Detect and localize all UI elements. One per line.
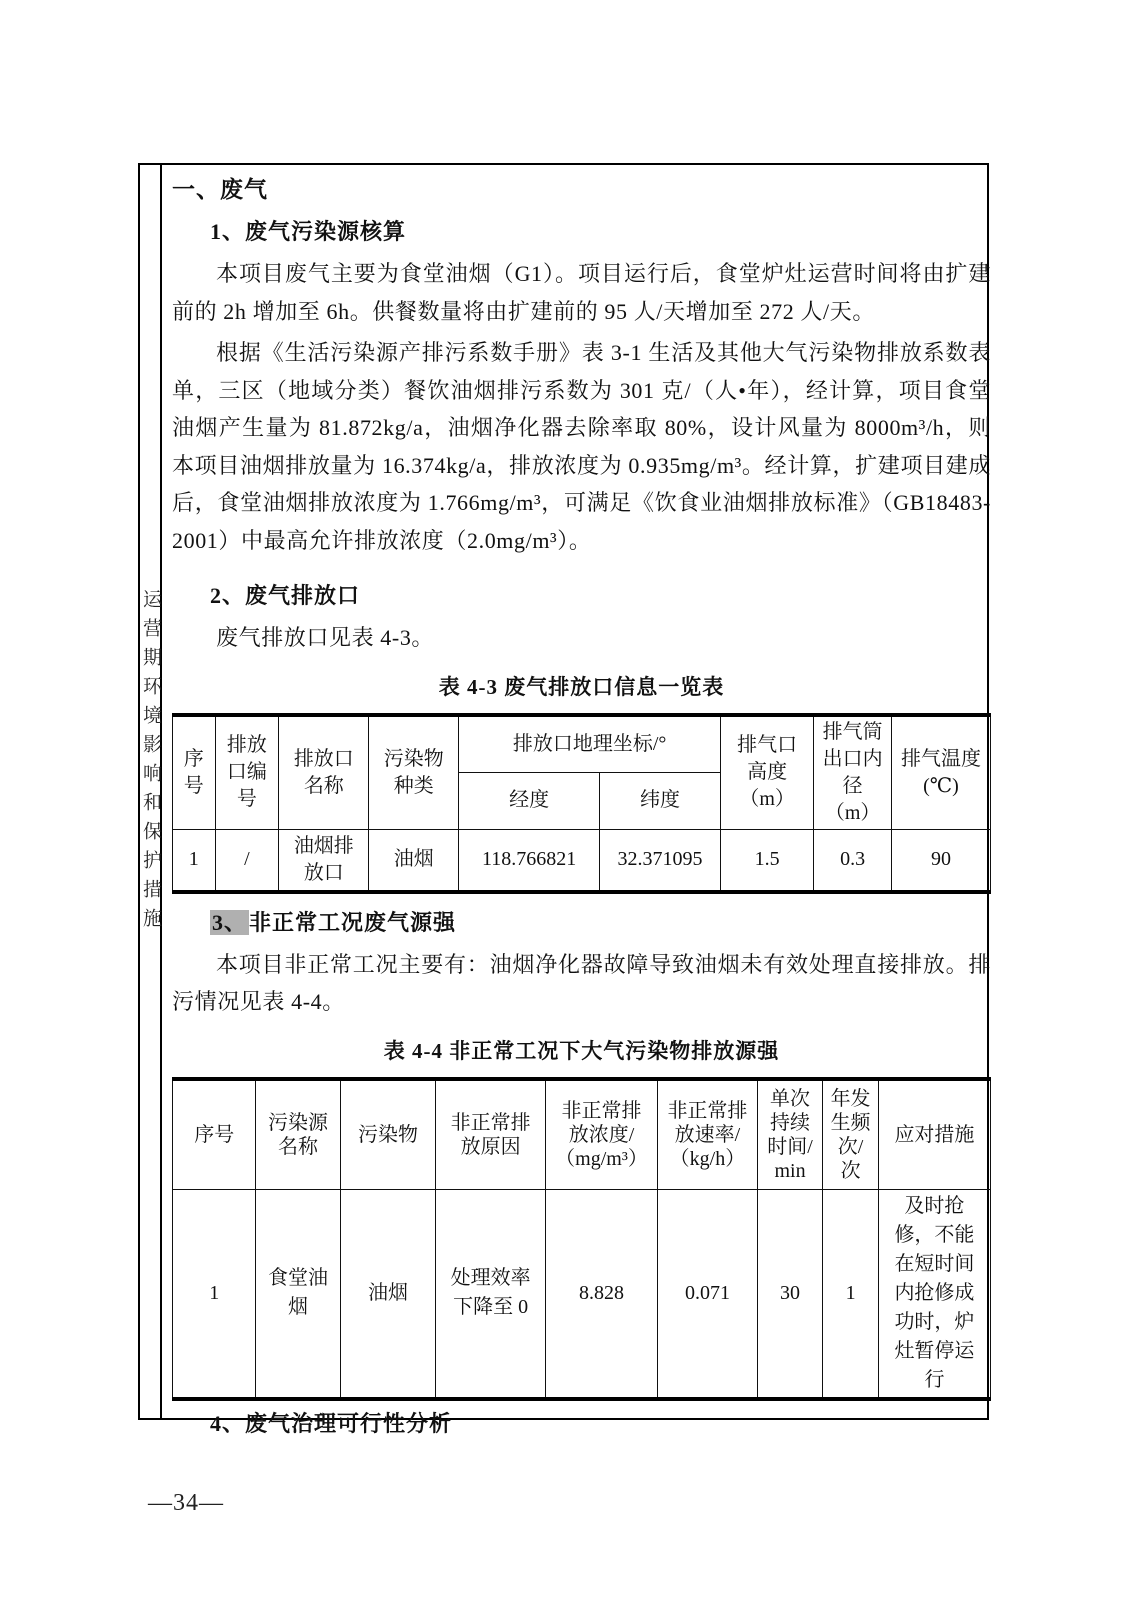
t44-header-rate: 非正常排放速率/（kg/h） [658, 1079, 758, 1190]
t44-header-pollutant: 污染物 [340, 1079, 436, 1190]
table-4-4 [172, 1077, 991, 1401]
t44-header-source: 污染源名称 [256, 1079, 340, 1190]
t43-cell-height: 1.5 [721, 829, 814, 892]
t44-cell-frequency: 1 [823, 1189, 879, 1399]
content-cell [162, 165, 1001, 1436]
paragraph-3: 废气排放口见表 4-3。 [216, 625, 435, 650]
t43-cell-outlet-no: / [215, 829, 279, 892]
table-4-3 [172, 713, 991, 894]
subheading-2-outlet: 2、废气排放口 [210, 583, 361, 608]
t44-cell-duration: 30 [757, 1189, 822, 1399]
t43-header-outlet-no: 排放口编号 [215, 715, 279, 830]
doc-border-box [138, 163, 991, 1436]
t44-cell-source: 食堂油烟 [256, 1189, 340, 1399]
table-4-4-header-row [173, 1079, 991, 1190]
t44-header-frequency: 年发生频次/次 [823, 1079, 879, 1190]
t43-header-outlet-name: 排放口名称 [279, 715, 369, 830]
t43-header-height: 排气口高度（m） [721, 715, 814, 830]
subheading-3-text: 非正常工况废气源强 [249, 909, 457, 935]
t43-header-longitude: 经度 [459, 773, 600, 829]
t43-header-diameter: 排气筒出口内径（m） [814, 715, 892, 830]
t43-header-latitude: 纬度 [599, 773, 720, 829]
t43-cell-latitude: 32.371095 [599, 829, 720, 892]
table-4-3-data-row [173, 829, 991, 892]
t44-cell-rate: 0.071 [658, 1189, 758, 1399]
t44-header-reason: 非正常排放原因 [436, 1079, 546, 1190]
t43-header-pollutant-type: 污染物种类 [369, 715, 459, 830]
t44-cell-seq: 1 [173, 1189, 256, 1399]
t44-cell-concentration: 8.828 [545, 1189, 657, 1399]
t43-header-coords: 排放口地理坐标/° [459, 715, 721, 773]
table-4-4-data-row [173, 1189, 991, 1399]
subheading-3-abnormal [210, 908, 991, 938]
t43-cell-outlet-name: 油烟排放口 [279, 829, 369, 892]
t44-header-seq: 序号 [173, 1079, 256, 1190]
paragraph-4: 本项目非正常工况主要有：油烟净化器故障导致油烟未有效处理直接排放。排污情况见表 4-4。 [172, 951, 991, 1014]
subheading-1-pollution-source: 1、废气污染源核算 [210, 219, 407, 244]
t43-cell-seq: 1 [173, 829, 216, 892]
t44-cell-measure: 及时抢修，不能在短时间内抢修成功时，炉灶暂停运行 [878, 1189, 990, 1399]
t43-cell-pollutant: 油烟 [369, 829, 459, 892]
t43-cell-diameter: 0.3 [814, 829, 892, 892]
t43-cell-longitude: 118.766821 [459, 829, 600, 892]
table-4-4-caption: 表 4-4 非正常工况下大气污染物排放源强 [383, 1038, 780, 1063]
t43-header-temp: 排气温度(℃) [891, 715, 990, 830]
table-4-3-caption: 表 4-3 废气排放口信息一览表 [438, 674, 725, 699]
t43-cell-temp: 90 [891, 829, 990, 892]
t44-header-measure: 应对措施 [878, 1079, 990, 1190]
subheading-4-feasibility: 4、废气治理可行性分析 [210, 1410, 453, 1436]
highlighted-number-3: 3、 [212, 909, 248, 935]
t44-header-duration: 单次持续时间/min [757, 1079, 822, 1190]
t43-header-seq: 序号 [173, 715, 216, 830]
table-4-3-header-row-1 [173, 715, 991, 773]
t44-cell-pollutant: 油烟 [340, 1189, 436, 1399]
sidebar-vertical-label: 运营期环境影响和保护措施 [140, 589, 161, 937]
paragraph-2: 根据《生活污染源产排污系数手册》表 3-1 生活及其他大气污染物排放系数表单，三区（地域分类）餐饮油烟排污系数为 301 克/（人•年），经计算，项目食堂油烟产生量为 81.872kg/a，油烟净化器去除率取 80%，设计风量为 8000m³/h，则本项目油烟排放量为 16.374kg/a，排放浓度为 0.935mg/m³。经计算，扩建项目建成后，食堂油烟排放浓度为 1.766mg/m³，可满足《饮食业油烟排放标准》（GB18483-2001）中最高允许排放浓度（2.0mg/m³）。 [172, 340, 991, 553]
paragraph-1: 本项目废气主要为食堂油烟（G1）。项目运行后，食堂炉灶运营时间将由扩建前的 2h 增加至 6h。供餐数量将由扩建前的 95 人/天增加至 272 人/天。 [172, 261, 991, 324]
sidebar-cell [140, 165, 162, 1418]
t44-header-concentration: 非正常排放浓度/（mg/m³） [545, 1079, 657, 1190]
section-heading-waste-gas: 一、废气 [172, 177, 268, 202]
t44-cell-reason: 处理效率下降至 0 [436, 1189, 546, 1399]
page-number: —34— [148, 1490, 224, 1516]
